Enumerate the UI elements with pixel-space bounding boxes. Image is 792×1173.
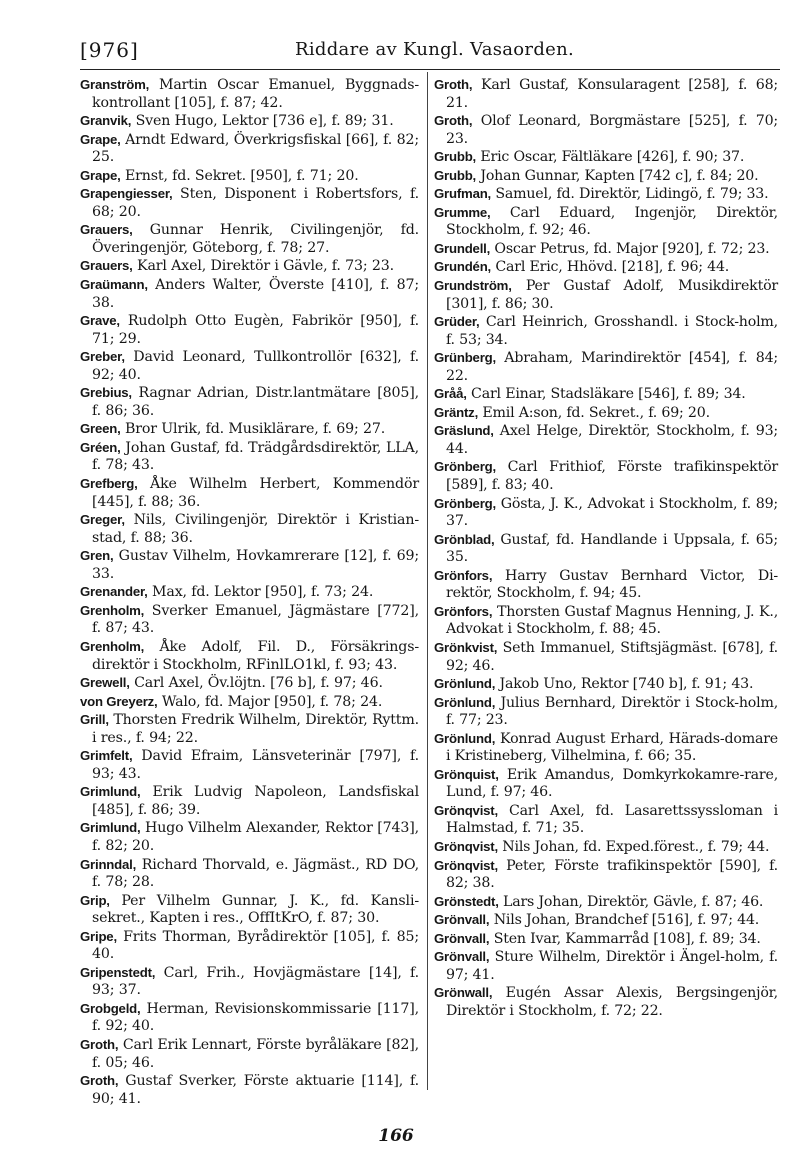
entry-surname: Grundström, — [434, 278, 512, 294]
register-entry — [434, 893, 778, 912]
entry-details: Max, fd. Lektor [950], f. 73; 24. — [152, 584, 374, 601]
entry-details: Gustaf, fd. Handlande i Uppsala, f. 65; 35. — [446, 531, 778, 566]
entry-details: Jakob Uno, Rektor [740 b], f. 91; 43. — [499, 676, 754, 693]
entry-details: Carl Erik Lennart, Förste byråläkare [82], f. 05; 46. — [92, 1036, 419, 1071]
entry-details: Hugo Vilhelm Alexander, Rektor [743], f. 82; 20. — [92, 820, 419, 854]
register-entry — [434, 148, 778, 167]
register-entry — [80, 185, 419, 221]
entry-details: Gustav Vilhelm, Hovkamrerare [12], f. 69; 33. — [92, 548, 419, 582]
entry-surname: Grönvall, — [434, 930, 490, 946]
entry-surname: Grimfelt, — [80, 748, 133, 764]
entry-surname: Granvik, — [80, 113, 132, 129]
entry-details: Gustaf Sverker, Förste aktuarie [114], f. 90; 41. — [92, 1073, 419, 1107]
entry-surname: Gripenstedt, — [80, 964, 156, 980]
register-entry — [80, 856, 419, 892]
entry-details: Carl, Frih., Hovjägmästare [14], f. 93; 37. — [92, 964, 419, 999]
page-number: [976] — [80, 38, 139, 62]
register-entry — [80, 711, 419, 747]
entry-details: Carl Axel, fd. Lasarettssyssloman i Halmstad, f. 71; 35. — [446, 802, 778, 837]
register-entry — [80, 783, 419, 819]
register-entry — [434, 404, 778, 423]
entry-details: Lars Johan, Direktör, Gävle, f. 87; 46. — [502, 893, 764, 910]
entry-surname: Grönkvist, — [434, 639, 498, 655]
entry-details: Walo, fd. Major [950], f. 78; 24. — [161, 693, 383, 710]
register-entry — [434, 385, 778, 404]
entry-surname: Grönwall, — [434, 985, 493, 1001]
entry-surname: Grimlund, — [80, 820, 141, 836]
entry-surname: Groth, — [80, 1073, 119, 1089]
register-entry — [434, 313, 778, 349]
entry-surname: Grönqvist, — [434, 857, 498, 873]
entry-details: Carl Heinrich, Grosshandl. i Stock-holm, f. 53; 34. — [446, 314, 778, 348]
register-entry — [80, 420, 419, 439]
entry-details: Rudolph Otto Eugèn, Fabrikör [950], f. 71; 29. — [92, 313, 419, 347]
register-entry — [434, 349, 778, 385]
register-entry — [80, 819, 419, 855]
entry-surname: Grundell, — [434, 240, 491, 256]
entry-details: Sten, Disponent i Robertsfors, f. 68; 20. — [92, 186, 419, 220]
register-entry — [80, 1072, 419, 1108]
register-entry — [434, 422, 778, 458]
entry-details: Eric Oscar, Fältläkare [426], f. 90; 37. — [480, 149, 745, 166]
entry-details: Erik Ludvig Napoleon, Landsfiskal [485], f. 86; 39. — [92, 784, 419, 818]
entry-surname: Grimlund, — [80, 784, 141, 800]
entry-details: Thorsten Gustaf Magnus Henning, J. K., Advokat i Stockholm, f. 88; 45. — [446, 603, 779, 638]
entry-details: Carl Einar, Stadsläkare [546], f. 89; 34. — [471, 386, 746, 403]
entry-surname: Gråå, — [434, 386, 467, 402]
entry-surname: Grinndal, — [80, 856, 137, 872]
entry-details: Emil A:son, fd. Sekret., f. 69; 20. — [482, 404, 710, 421]
entry-surname: Grauers, — [80, 258, 133, 274]
register-entry — [80, 511, 419, 547]
entry-surname: Grefberg, — [80, 476, 138, 492]
register-entry — [434, 567, 778, 603]
header-rule — [80, 69, 780, 70]
register-entry — [80, 131, 419, 167]
entry-details: Olof Leonard, Borgmästare [525], f. 70; 23. — [446, 113, 778, 147]
entry-surname: Grape, — [80, 167, 121, 183]
entry-surname: Greger, — [80, 512, 125, 528]
entry-details: Nils Johan, fd. Exped.förest., f. 79; 44. — [502, 838, 770, 855]
entry-details: Sven Hugo, Lektor [736 e], f. 89; 31. — [135, 113, 394, 130]
entry-surname: Grobgeld, — [80, 1000, 141, 1016]
register-entry — [80, 547, 419, 583]
entry-details: Gunnar Henrik, Civilingenjör, fd. Överingenjör, Göteborg, f. 78; 27. — [92, 222, 419, 256]
right-column — [434, 76, 778, 1020]
entry-surname: Granström, — [80, 77, 150, 92]
entry-surname: Gren, — [80, 548, 114, 564]
register-entry — [434, 495, 778, 531]
entry-details: Frits Thorman, Byrådirektör [105], f. 85; 40. — [92, 928, 419, 963]
register-entry — [80, 276, 419, 312]
entry-surname: Groth, — [434, 113, 473, 129]
register-entry — [80, 348, 419, 384]
register-entry — [80, 439, 419, 475]
register-entry — [434, 204, 778, 240]
register-entry — [434, 675, 778, 694]
register-entry — [80, 112, 419, 131]
entry-surname: Graümann, — [80, 277, 148, 293]
entry-details: Johan Gustaf, fd. Trädgårdsdirektör, LLA, f. 78; 43. — [92, 439, 419, 474]
entry-details: Johan Gunnar, Kapten [742 c], f. 84; 20. — [480, 167, 759, 184]
register-entry — [80, 747, 419, 783]
register-entry — [434, 984, 778, 1020]
entry-surname: Grönfors, — [434, 567, 493, 583]
register-entry — [80, 892, 419, 928]
entry-surname: Grenholm, — [80, 602, 145, 618]
register-entry — [434, 277, 778, 313]
register-entry — [434, 802, 778, 838]
entry-surname: Greber, — [80, 349, 125, 365]
entry-details: Åke Wilhelm Herbert, Kommendör [445], f. 88; 36. — [92, 476, 419, 510]
entry-details: Karl Axel, Direktör i Gävle, f. 73; 23. — [137, 258, 394, 275]
entry-details: Herman, Revisionskommissarie [117], f. 92; 40. — [92, 1000, 419, 1035]
page-header — [80, 38, 780, 66]
entry-surname: Grüder, — [434, 314, 480, 330]
entry-surname: Grave, — [80, 313, 120, 329]
entry-details: Abraham, Marindirektör [454], f. 84; 22. — [446, 350, 778, 384]
register-entry — [80, 928, 419, 964]
register-entry — [434, 838, 778, 857]
entry-surname: Groth, — [434, 77, 473, 92]
entry-details: Arndt Edward, Överkrigsfiskal [66], f. 82; 25. — [92, 131, 419, 166]
entry-details: Harry Gustav Bernhard Victor, Di-rektör, Stockholm, f. 94; 45. — [446, 567, 778, 602]
entry-surname: Groth, — [80, 1036, 119, 1052]
entry-surname: Grip, — [80, 892, 110, 908]
entry-details: Gösta, J. K., Advokat i Stockholm, f. 89; 37. — [446, 495, 778, 530]
entry-details: Axel Helge, Direktör, Stockholm, f. 93; 44. — [446, 423, 778, 457]
register-entry — [434, 167, 778, 186]
entry-surname: Grönlund, — [434, 730, 496, 746]
register-entry — [434, 911, 778, 930]
register-entry — [80, 221, 419, 257]
entry-details: Richard Thorvald, e. Jägmäst., RD DO, f. 78; 28. — [92, 856, 419, 891]
entry-details: Sten Ivar, Kammarråd [108], f. 89; 34. — [493, 930, 761, 947]
entry-surname: Grenander, — [80, 584, 148, 600]
entry-details: Karl Gustaf, Konsularagent [258], f. 68; 21. — [446, 77, 778, 111]
entry-surname: Gripe, — [80, 928, 117, 944]
register-entry — [434, 185, 778, 204]
entry-surname: Grubb, — [434, 167, 477, 183]
register-entry — [434, 76, 778, 112]
entry-details: Thorsten Fredrik Wilhelm, Direktör, Ryttm. i res., f. 94; 22. — [92, 712, 419, 746]
entry-surname: Grundén, — [434, 259, 492, 275]
register-entry — [80, 638, 419, 674]
register-entry — [80, 167, 419, 186]
register-entry — [434, 458, 778, 494]
entry-surname: Grönblad, — [434, 531, 495, 547]
register-entry — [80, 674, 419, 693]
entry-surname: Grünberg, — [434, 350, 496, 366]
entry-details: Sture Wilhelm, Direktör i Ängel-holm, f. 97; 41. — [446, 949, 778, 983]
register-entry — [434, 930, 778, 949]
register-entry — [434, 948, 778, 984]
register-entry — [434, 766, 778, 802]
register-entry — [80, 475, 419, 511]
entry-surname: Grönlund, — [434, 694, 496, 710]
entry-surname: Grufman, — [434, 186, 492, 202]
entry-details: Carl Frithiof, Förste trafikinspektör [589], f. 83; 40. — [446, 459, 778, 494]
entry-surname: Grill, — [80, 712, 109, 728]
register-entry — [80, 583, 419, 602]
register-entry — [80, 257, 419, 276]
register-entry — [80, 76, 419, 112]
entry-details: Seth Immanuel, Stiftsjägmäst. [678], f. 92; 46. — [446, 639, 778, 674]
entry-details: Ernst, fd. Sekret. [950], f. 71; 20. — [124, 167, 359, 184]
register-entry — [434, 258, 778, 277]
entry-details: Per Vilhelm Gunnar, J. K., fd. Kansli-sekret., Kapten i res., OffItKrO, f. 87; 30. — [92, 892, 419, 927]
entry-surname: Green, — [80, 421, 121, 437]
entry-details: Per Gustaf Adolf, Musikdirektör [301], f. 86; 30. — [446, 278, 779, 312]
register-entry — [80, 964, 419, 1000]
entry-surname: Grönqvist, — [434, 838, 498, 854]
register-entry — [434, 857, 778, 893]
register-entry — [434, 603, 778, 639]
entry-details: Samuel, fd. Direktör, Lidingö, f. 79; 33. — [495, 186, 769, 203]
entry-details: Oscar Petrus, fd. Major [920], f. 72; 23. — [494, 240, 770, 257]
entry-surname: Grauers, — [80, 222, 133, 238]
entry-details: Peter, Förste trafikinspektör [590], f. 82; 38. — [446, 857, 778, 892]
entry-surname: Grape, — [80, 131, 121, 147]
entry-details: Carl Eduard, Ingenjör, Direktör, Stockholm, f. 92; 46. — [446, 204, 778, 239]
register-entry — [80, 602, 419, 638]
entry-details: Nils, Civilingenjör, Direktör i Kristian-stad, f. 88; 36. — [92, 512, 419, 546]
entry-surname: Grönberg, — [434, 495, 496, 511]
entry-details: David Leonard, Tullkontrollör [632], f. 92; 40. — [92, 349, 419, 383]
entry-details: Bror Ulrik, fd. Musiklärare, f. 69; 27. — [124, 421, 386, 438]
entry-details: Martin Oscar Emanuel, Byggnads-kontrollant [105], f. 87; 42. — [92, 77, 419, 111]
entry-surname: Grenholm, — [80, 638, 145, 654]
entry-surname: Gräntz, — [434, 404, 479, 420]
left-column — [80, 76, 419, 1108]
register-entry — [434, 112, 778, 148]
entry-surname: Gréen, — [80, 439, 121, 455]
entry-surname: Grönlund, — [434, 676, 496, 692]
entry-surname: Grumme, — [434, 204, 491, 220]
entry-details: Carl Axel, Öv.löjtn. [76 b], f. 97; 46. — [134, 675, 383, 692]
register-entry — [80, 384, 419, 420]
entry-surname: Grönfors, — [434, 603, 493, 619]
register-entry — [80, 1036, 419, 1072]
register-entry — [80, 1000, 419, 1036]
entry-details: Eugén Assar Alexis, Bergsingenjör, Direktör i Stockholm, f. 72; 22. — [446, 985, 778, 1019]
entry-surname: von Greyerz, — [80, 693, 158, 709]
entry-details: David Efraim, Länsveterinär [797], f. 93; 43. — [92, 748, 419, 782]
entry-surname: Grönqvist, — [434, 802, 498, 818]
entry-details: Åke Adolf, Fil. D., Försäkrings-direktör i Stockholm, RFinlLO1kl, f. 93; 43. — [92, 638, 419, 673]
entry-details: Nils Johan, Brandchef [516], f. 97; 44. — [493, 912, 760, 929]
entry-surname: Grönvall, — [434, 949, 490, 965]
entry-details: Anders Walter, Överste [410], f. 87; 38. — [92, 277, 419, 311]
register-entry — [434, 639, 778, 675]
register-entry — [434, 531, 778, 567]
entry-surname: Grönquist, — [434, 766, 499, 782]
entry-surname: Grubb, — [434, 149, 477, 165]
entry-surname: Grönvall, — [434, 912, 490, 928]
register-entry — [434, 694, 778, 730]
entry-surname: Grönstedt, — [434, 893, 499, 909]
register-entry — [434, 240, 778, 259]
entry-surname: Grebius, — [80, 385, 132, 401]
entry-details: Erik Amandus, Domkyrkokamre-rare, Lund, f. 97; 46. — [446, 766, 779, 801]
entry-surname: Grewell, — [80, 675, 130, 691]
column-divider — [427, 72, 428, 1090]
entry-details: Konrad August Erhard, Härads-domare i Kristineberg, Vilhelmina, f. 66; 35. — [446, 730, 778, 765]
entry-details: Carl Eric, Hhövd. [218], f. 96; 44. — [495, 259, 730, 276]
register-entry — [434, 730, 778, 766]
entry-details: Julius Bernhard, Direktör i Stock-holm, f. 77; 23. — [446, 694, 779, 729]
entry-details: Sverker Emanuel, Jägmästare [772], f. 87; 43. — [92, 602, 419, 637]
entry-details: Ragnar Adrian, Distr.lantmätare [805], f. 86; 36. — [92, 385, 419, 419]
entry-surname: Gräslund, — [434, 423, 494, 439]
register-entry — [80, 312, 419, 348]
register-entry — [80, 693, 419, 712]
entry-surname: Grapengiesser, — [80, 186, 173, 202]
entry-surname: Grönberg, — [434, 459, 496, 475]
running-title: Riddare av Kungl. Vasaorden. — [295, 39, 575, 60]
folio-number: 166 — [378, 1126, 414, 1146]
